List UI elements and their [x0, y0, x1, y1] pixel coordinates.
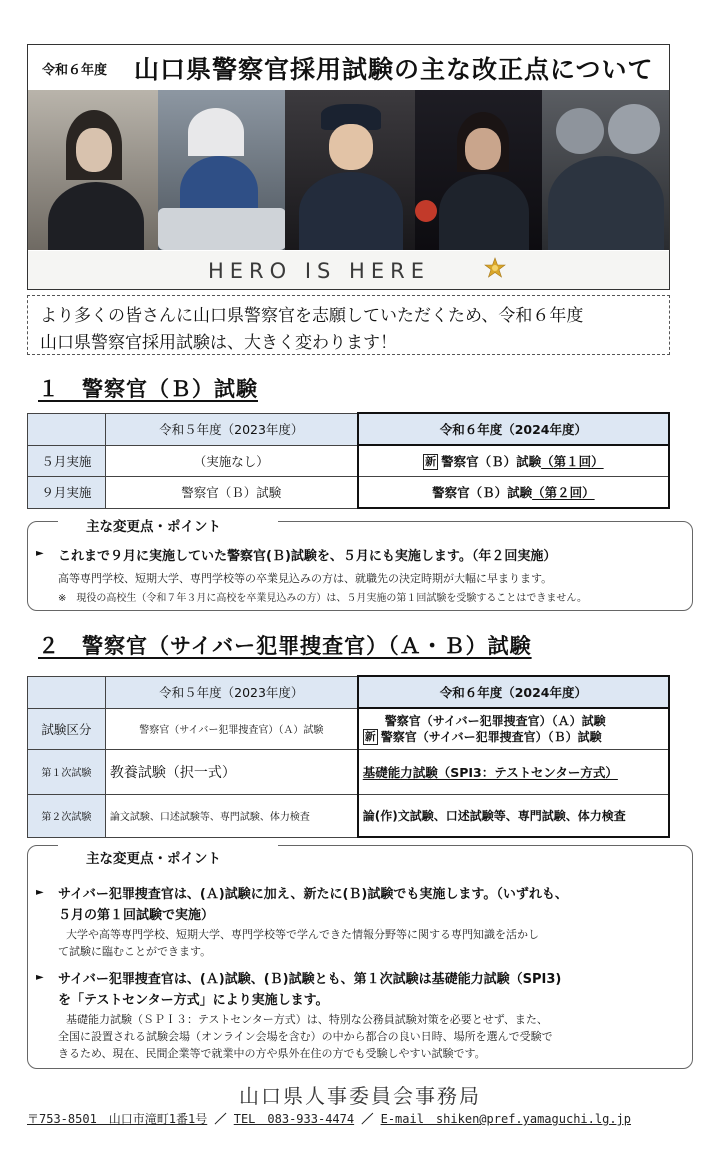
- empty-header-cell: [28, 676, 106, 708]
- section-2-heading: ２ 警察官（サイバー犯罪捜査官）（Ａ・Ｂ）試験: [38, 634, 532, 658]
- row-label: 試験区分: [28, 708, 106, 749]
- intro-line-1: より多くの皆さんに山口県警察官を志願していただくため、令和６年度: [40, 306, 584, 326]
- notice-point-1: サイバー犯罪捜査官は、(Ａ)試験に加え、新たに(Ｂ)試験でも実施します。（いずれも、: [58, 887, 568, 902]
- intro-box: [27, 295, 670, 355]
- police-photo-strip: [28, 90, 669, 250]
- section-2-table: [27, 675, 670, 838]
- photo-uniformed-officer: [285, 90, 415, 250]
- notice-point-1-cont: ５月の第１回試験で実施）: [58, 908, 215, 923]
- row-new-value: 論(作)文試験、口述試験等、専門試験、体力検査: [358, 794, 669, 837]
- table-header-row: [28, 676, 670, 708]
- empty-header-cell: [28, 413, 106, 445]
- notice-detail: 高等専門学校、短期大学、専門学校等の卒業見込みの方は、就職先の決定時期が大幅に早まります。: [58, 572, 553, 585]
- footer-separator: ／: [214, 1112, 227, 1126]
- new-exam-name: 警察官（Ｂ）試験: [441, 453, 542, 469]
- title-row: [28, 45, 669, 91]
- notice-point-2: サイバー犯罪捜査官は、(Ａ)試験、(Ｂ)試験とも、第１次試験は基礎能力試験（SPI3): [58, 972, 562, 987]
- new-exam-round: （第２回）: [532, 485, 595, 500]
- notice-detail-1-cont: て試験に臨むことができます。: [58, 945, 212, 958]
- intro-line-2: 山口県警察官採用試験は、大きく変わります！: [40, 333, 397, 353]
- photo-motorcycle-officer: [158, 90, 286, 250]
- new-category-a: 警察官（サイバー犯罪捜査官）（Ａ）試験: [384, 713, 606, 728]
- row-prev-value: 論文試験、口述試験等、専門試験、体力検査: [105, 794, 357, 837]
- footer-organization: 山口県人事委員会事務局: [239, 1084, 481, 1108]
- row-label: ５月実施: [28, 445, 106, 477]
- table-row: [28, 794, 670, 837]
- row-new-value: [358, 708, 669, 749]
- col-header-new: 令和６年度（2024年度）: [358, 676, 669, 708]
- row-new-value: [358, 477, 669, 509]
- bullet-icon: ►: [36, 972, 44, 983]
- row-label: ９月実施: [28, 477, 106, 509]
- page-title: 山口県警察官採用試験の主な改正点について: [134, 55, 654, 84]
- row-label: 第１次試験: [28, 749, 106, 794]
- notice-point: これまで９月に実施していた警察官(Ｂ)試験を、５月にも実施します。（年２回実施）: [58, 549, 557, 564]
- bullet-icon: ►: [36, 887, 44, 898]
- notice-detail-1: 大学や高等専門学校、短期大学、専門学校等で学んできた情報分野等に関する専門知識を活かし: [66, 928, 539, 941]
- footer-email-link[interactable]: E-mail shiken@pref.yamaguchi.lg.jp: [380, 1112, 632, 1126]
- slogan-row: [28, 251, 669, 289]
- table-row: [28, 477, 670, 509]
- slogan-text: HERO IS HERE: [208, 259, 430, 283]
- notice-detail-2-cont-2: きるため、現在、民間企業等で就業中の方や県外在住の方でも受験しやすい試験です。: [58, 1047, 486, 1060]
- new-badge: 新: [425, 455, 437, 469]
- col-header-prev: 令和５年度（2023年度）: [105, 676, 357, 708]
- table-row: [28, 708, 670, 749]
- police-emblem-icon: [484, 257, 506, 281]
- notice-point-2-cont: を「テストセンター方式」により実施します。: [58, 993, 329, 1008]
- table-row: [28, 749, 670, 794]
- col-header-prev: 令和５年度（2023年度）: [105, 413, 357, 445]
- notice-detail-2-cont: 全国に設置される試験会場（オンライン会場を含む）の中から都合の良い日時、場所を選んで受験で: [58, 1030, 553, 1043]
- notice-title: 主な変更点・ポイント: [80, 515, 227, 535]
- table-header-row: [28, 413, 670, 445]
- row-new-value: [358, 445, 669, 477]
- notice-title: 主な変更点・ポイント: [80, 847, 227, 867]
- new-category-b: 警察官（サイバー犯罪捜査官）（Ｂ）試験: [380, 729, 602, 744]
- notice-detail-2: 基礎能力試験（ＳＰＩ３：テストセンター方式）は、特別な公務員試験対策を必要とせず、また、: [66, 1013, 548, 1026]
- col-header-new: 令和６年度（2024年度）: [358, 413, 669, 445]
- footer-address: 〒753-8501 山口市滝町1番1号: [27, 1112, 208, 1126]
- fiscal-year-label: 令和６年度: [42, 63, 108, 78]
- notice-note: ※ 現役の高校生（令和７年３月に高校を卒業見込みの方）は、５月実施の第１回試験を受験することはできません。: [58, 593, 587, 604]
- section-1-table: [27, 412, 670, 509]
- footer-contact: [27, 1110, 631, 1127]
- bullet-icon: ►: [36, 548, 44, 559]
- row-label: 第２次試験: [28, 794, 106, 837]
- row-prev-value: （実施なし）: [105, 445, 357, 477]
- row-prev-value: 教養試験（択一式）: [105, 749, 357, 794]
- photo-officer-office: [28, 90, 158, 250]
- new-exam-name: 警察官（Ｂ）試験: [432, 485, 533, 500]
- table-row: [28, 445, 670, 477]
- row-prev-value: 警察官（サイバー犯罪捜査官）（Ａ）試験: [105, 708, 357, 749]
- row-prev-value: 警察官（Ｂ）試験: [105, 477, 357, 509]
- photo-riot-unit: [542, 90, 669, 250]
- header-banner: [27, 44, 670, 290]
- new-badge: 新: [364, 730, 376, 743]
- section-1-heading: １ 警察官（Ｂ）試験: [38, 377, 258, 401]
- new-exam-round: （第１回）: [541, 453, 604, 469]
- footer-tel[interactable]: TEL 083-933-4474: [233, 1112, 355, 1126]
- footer-separator: ／: [361, 1112, 374, 1126]
- photo-officer-radio: [415, 90, 543, 250]
- row-new-value: 基礎能力試験（SPI3：テストセンター方式）: [358, 749, 669, 794]
